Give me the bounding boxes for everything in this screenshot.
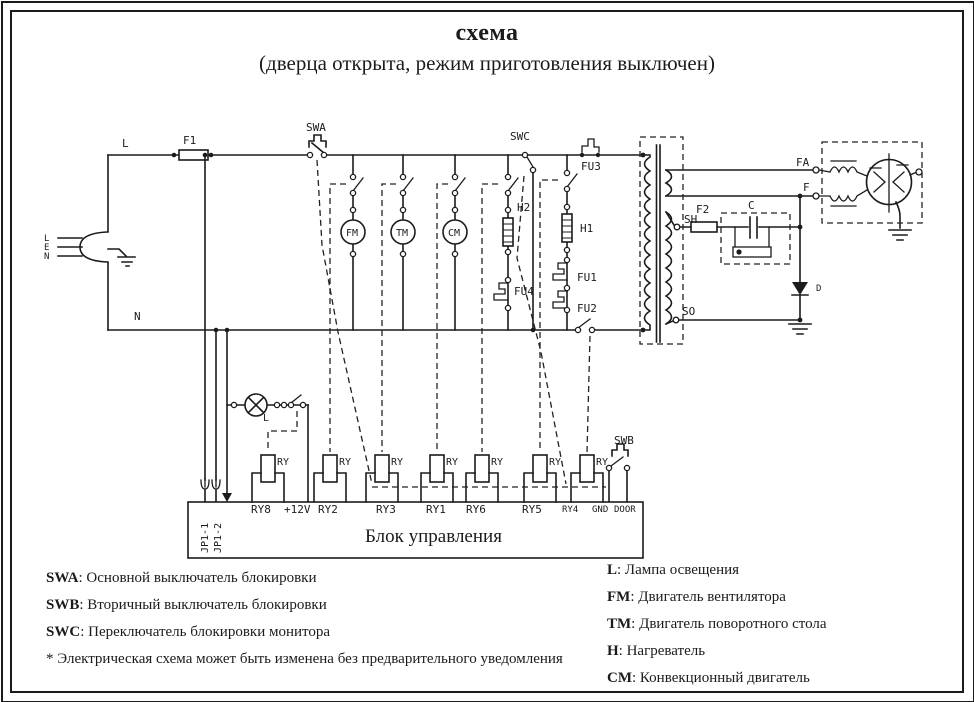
ry8-link [268,411,297,452]
legend-value: : Нагреватель [618,643,706,659]
swa-blade [312,143,324,153]
fu4-icon [494,283,508,300]
fu2-icon [553,291,567,308]
fa-label: FA [796,156,810,169]
legend-key: FM [607,589,631,605]
legend-value: : Переключатель блокировки монитора [80,624,331,640]
fu3-label: FU3 [581,160,601,173]
legend-swc [46,624,330,641]
ground-icon [789,324,811,334]
fm-label: FM [346,228,359,239]
swa-link [317,160,372,484]
terminal-ry2: RY2 [318,503,338,516]
control-block-title: Блок управления [365,526,502,547]
f-label: F [803,181,810,194]
tm-label: TM [396,228,409,239]
terminal-ry4: RY4 [562,505,579,515]
page-title: схема [455,20,519,46]
bleed-resistor-loop [735,227,769,247]
legend-value: : Двигатель вентилятора [630,589,786,605]
legend-cm [607,670,810,687]
plug-ground-lead [108,249,126,256]
swb-label: SWB [614,434,634,447]
fu1-icon [553,263,567,280]
circuit-labels [44,121,821,553]
swa-label: SWA [306,121,326,134]
ry-tag: RY [339,457,352,468]
transformer-core [657,145,661,342]
legend-h [607,643,705,660]
swb-stubs [609,470,627,502]
legend-swb [46,597,327,614]
legend-footnote: * Электрическая схема может быть изменена без предварительного уведомления [46,651,563,667]
h1-contact-blade [567,174,577,187]
live-label: L [122,137,129,150]
lamp-label: L [263,413,270,424]
jp-connector-icon [201,478,220,489]
so-label: SO [682,305,696,318]
plug-e-label: E [44,243,50,253]
terminal-ry5: RY5 [522,503,542,516]
legend-key: SWA [46,570,79,586]
terminal-ry1: RY1 [426,503,446,516]
swa-actuator-icon [309,135,326,147]
choke-top-coil [819,167,867,176]
ry-tag: RY [391,457,404,468]
h2-label: H2 [517,201,531,214]
fu4-label: FU4 [514,285,534,298]
tm-contact-blade [403,178,413,191]
fu1-label: FU1 [577,271,597,284]
terminal-gnd: GND [592,505,609,515]
legend-value: : Лампа освещения [617,562,740,578]
legend-value: : Вторичный выключатель блокировки [79,597,327,613]
diode-triangle [792,282,808,295]
legend-value: : Двигатель поворотного стола [631,616,827,632]
monitor-switch-blade [578,319,590,328]
h2-contact-blade [508,178,518,191]
fu2-label: FU2 [577,302,597,315]
legend-lamp [607,562,739,579]
swc-label: SWC [510,130,530,143]
legend-key: SWC [46,624,81,640]
ry-tag: RY [277,457,290,468]
legend-fm [607,589,786,606]
terminal-12v: +12V [284,503,311,516]
ry-tag: RY [446,457,459,468]
sh-label: SH [684,213,698,226]
board-arrow-icon [222,493,232,502]
page-subtitle: (дверца открыта, режим приготовления выключен) [259,51,715,75]
legend-value: : Основной выключатель блокировки [78,570,317,586]
ry6-link [482,184,498,452]
fm-contact-blade [353,178,363,191]
transformer-primary-coil [643,155,650,330]
terminal-door: DOOR [614,505,636,515]
choke-bottom-coil [819,190,867,201]
ry4-link [587,336,590,452]
diode-label: D [816,284,822,294]
ry-tag: RY [596,457,609,468]
jp1-2-label: JP1-2 [213,522,224,553]
ry5-link [540,180,558,452]
plug-n-label: N [44,252,50,262]
legend-tm [607,616,827,633]
terminal-ry8: RY8 [251,503,271,516]
ry-tag: RY [491,457,504,468]
terminal-ry6: RY6 [466,503,486,516]
cm-label: CM [448,228,461,239]
capacitor-plates [750,217,757,238]
transformer-hv-coil [666,212,672,324]
legend-swa [46,570,316,587]
ground-icon [889,230,911,240]
cap-label: C [748,199,755,212]
lamp-switch-blade [291,395,301,403]
cm-contact-blade [455,178,465,191]
fuse-f1-label: F1 [183,134,197,147]
ry-tag: RY [549,457,562,468]
fu3-icon [582,139,599,152]
magnetron-ground-lead [896,202,900,228]
legend-value: : Конвекционный двигатель [632,670,810,686]
legend-key: CM [607,670,632,686]
jp1-1-label: JP1-1 [200,522,211,553]
terminal-ry3: RY3 [376,503,396,516]
neutral-label: N [134,310,141,323]
swc-blade [527,157,533,167]
legend-key: TM [607,616,632,632]
plug-l-label: L [44,234,50,244]
transformer-filament-coil [666,170,672,196]
swb-blade [611,457,623,466]
legend-key: L [607,562,618,578]
f2-label: F2 [696,203,710,216]
legend-key: H [607,643,619,659]
h1-label: H1 [580,222,594,235]
ground-icon [118,257,135,266]
legend-key: SWB [46,597,80,613]
plug-body [80,232,108,262]
plug-pins [58,238,82,256]
